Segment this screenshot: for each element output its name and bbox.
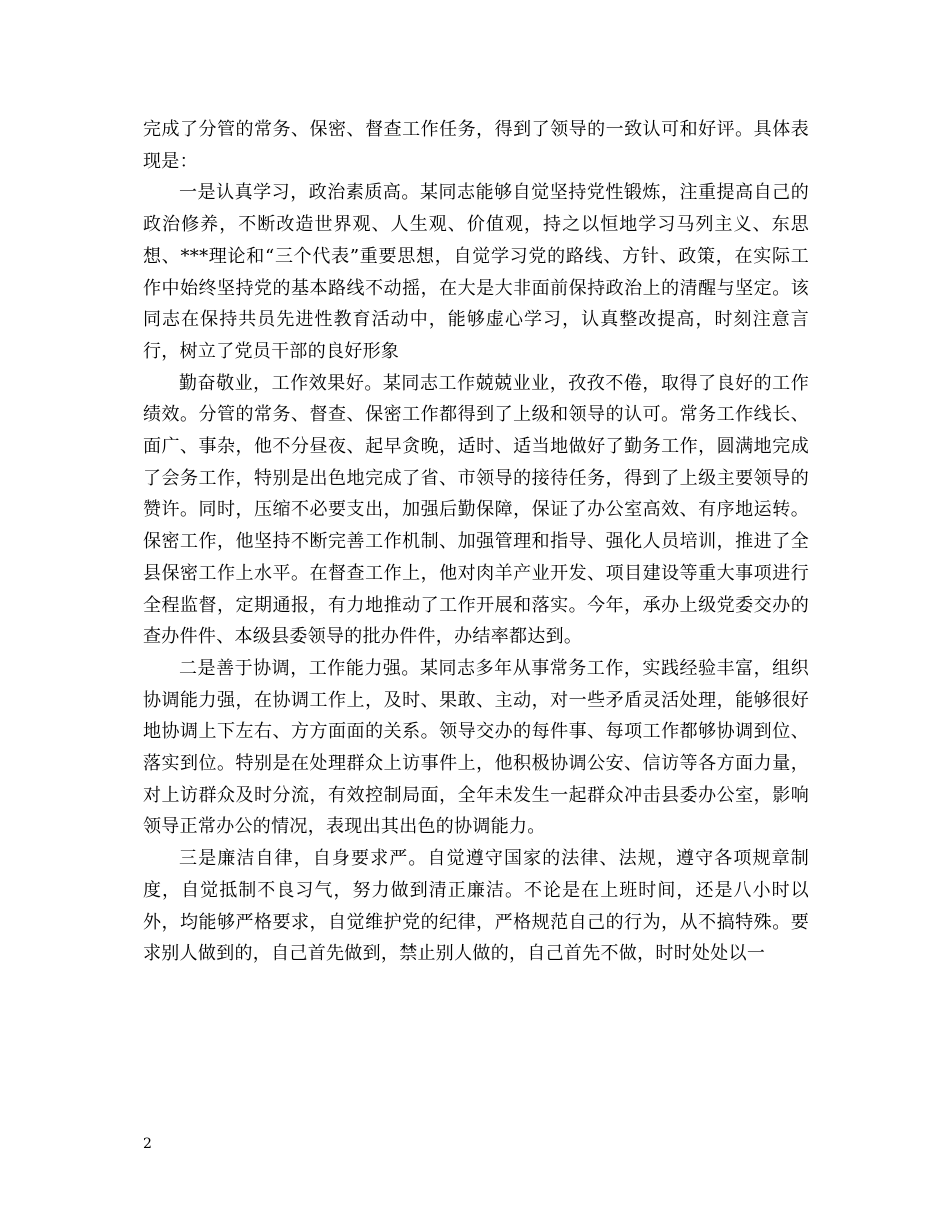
page-number: 2 bbox=[143, 1136, 152, 1152]
paragraph-study: 一是认真学习，政治素质高。某同志能够自觉坚持党性锻炼，注重提高自己的政治修养，不断改造世界观、人生观、价值观，持之以恒地学习马列主义、东思想、***理论和“三个代表”重要思想，自觉学习党的路线、方针、政策，在实际工作中始终坚持党的基本路线不动摇，在大是大非面前保持政治上的清醒与坚定。该同志在保持共员先进性教育活动中，能够虚心学习，认真整改提高，时刻注意言行，树立了党员干部的良好形象 bbox=[143, 182, 809, 362]
paragraph-coordination: 二是善于协调，工作能力强。某同志多年从事常务工作，实践经验丰富，组织协调能力强，在协调工作上，及时、果敢、主动，对一些矛盾灵活处理，能够很好地协调上下左右、方方面面的关系。领导交办的每件事、每项工作都够协调到位、落实到位。特别是在处理群众上访事件上，他积极协调公安、信访等各方面力量，对上访群众及时分流，有效控制局面，全年未发生一起群众冲击县委办公室，影响领导正常办公的情况，表现出其出色的协调能力。 bbox=[143, 657, 809, 838]
body-text bbox=[143, 114, 809, 970]
paragraph-diligence: 勤奋敬业，工作效果好。某同志工作兢兢业业，孜孜不倦，取得了良好的工作绩效。分管的常务、督查、保密工作都得到了上级和领导的认可。常务工作线长、面广、事杂，他不分昼夜、起早贪晚，适时、适当地做好了勤务工作，圆满地完成了会务工作，特别是出色地完成了省、市领导的接待任务，得到了上级主要领导的赞许。同时，压缩不必要支出，加强后勤保障，保证了办公室高效、有序地运转。保密工作，他坚持不断完善工作机制、加强管理和指导、强化人员培训，推进了全县保密工作上水平。在督查工作上，他对肉羊产业开发、项目建设等重大事项进行全程监督，定期通报，有力地推动了工作开展和落实。今年，承办上级党委交办的查办件件、本级县委领导的批办件件，办结率都达到。 bbox=[143, 372, 809, 648]
paragraph-integrity: 三是廉洁自律，自身要求严。自觉遵守国家的法律、法规，遵守各项规章制度，自觉抵制不良习气，努力做到清正廉洁。不论是在上班时间，还是八小时以外，均能够严格要求，自觉维护党的纪律，严格规范自己的行为，从不搞特殊。要求别人做到的，自己首先做到，禁止别人做的，自己首先不做，时时处处以一 bbox=[143, 848, 809, 965]
paragraph-intro: 完成了分管的常务、保密、督查工作任务，得到了领导的一致认可和好评。具体表现是： bbox=[143, 119, 809, 172]
